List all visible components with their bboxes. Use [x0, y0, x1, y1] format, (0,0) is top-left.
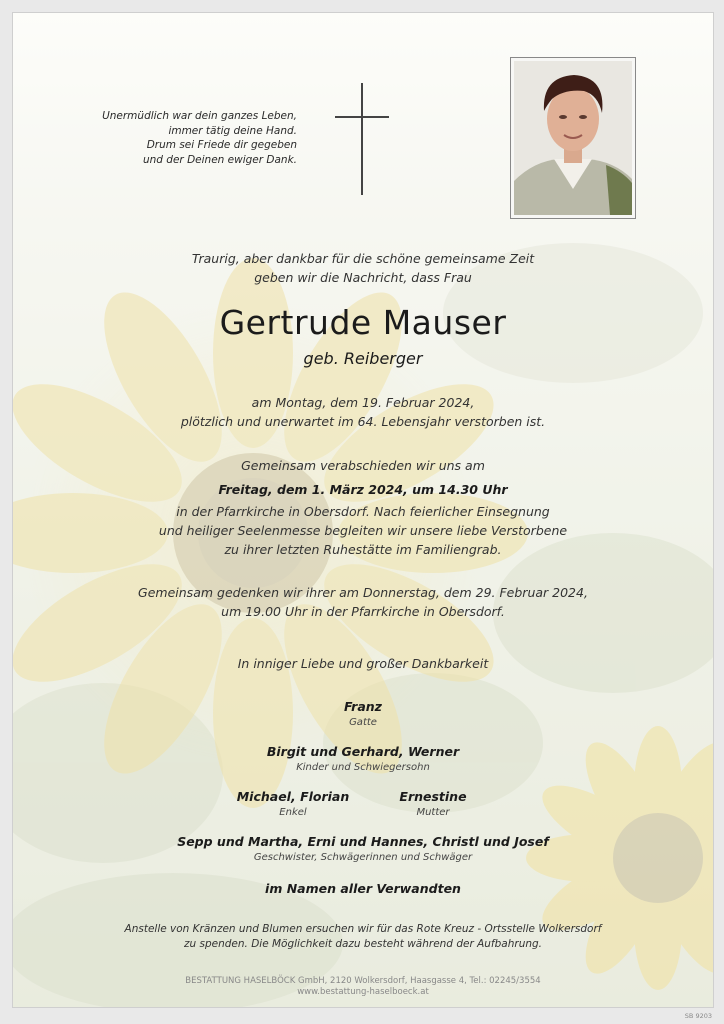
donation-note-line: Anstelle von Kränzen und Blumen ersuchen wir für das Rote Kreuz - Ortsstelle Wolkersdorf: [124, 923, 602, 935]
poem: [67, 109, 297, 167]
family-names: Sepp und Martha, Erni und Hannes, Christl und Josef: [177, 834, 549, 849]
poem-line: immer tätig deine Hand.: [168, 124, 297, 137]
parte-sheet: [12, 12, 714, 1008]
farewell-text: [13, 456, 713, 559]
farewell-lead: Gemeinsam verabschieden wir uns am: [241, 458, 485, 473]
document-code: SB 9203: [684, 1012, 712, 1020]
family-role: Enkel: [279, 807, 307, 818]
family-role: Geschwister, Schwägerinnen und Schwäger: [253, 852, 473, 863]
death-notice-line: am Montag, dem 19. Februar 2024,: [251, 395, 475, 410]
death-notice-line: plötzlich und unerwartet im 64. Lebensjahr verstorben ist.: [180, 414, 546, 429]
farewell-line: zu ihrer letzten Ruhestätte im Familiengrab.: [224, 542, 502, 557]
donation-note: [13, 922, 713, 952]
donation-note-line: zu spenden. Die Möglichkeit dazu besteht während der Aufbahrung.: [183, 938, 543, 950]
family-names: Michael, Florian: [236, 789, 350, 804]
farewell-line: und heiliger Seelenmesse begleiten wir unsere liebe Verstorbene: [158, 523, 568, 538]
family-names: Franz: [344, 699, 382, 714]
family-group: [13, 699, 713, 728]
portrait-image: [514, 61, 632, 215]
death-notice: [13, 393, 713, 431]
remembrance-line: um 19.00 Uhr in der Pfarrkirche in Obersdorf.: [221, 604, 505, 619]
intro-line: geben wir die Nachricht, dass Frau: [254, 270, 472, 285]
funeral-home-footer: [13, 976, 713, 998]
family-role: Gatte: [349, 717, 377, 728]
family-names: im Namen aller Verwandten: [265, 881, 461, 896]
family-names: Birgit und Gerhard, Werner: [266, 744, 460, 759]
family-group: [13, 834, 713, 863]
poem-line: Unermüdlich war dein ganzes Leben,: [102, 110, 297, 122]
footer-address: BESTATTUNG HASELBÖCK GmbH, 2120 Wolkersdorf, Haasgasse 4, Tel.: 02245/3554: [185, 976, 541, 986]
family-group: [13, 744, 713, 773]
funeral-date: Freitag, dem 1. März 2024, um 14.30 Uhr: [218, 482, 508, 497]
family-role: Kinder und Schwiegersohn: [296, 762, 430, 773]
maiden-name: geb. Reiberger: [303, 349, 423, 368]
poem-line: und der Deinen ewiger Dank.: [143, 153, 297, 166]
intro-line: Traurig, aber dankbar für die schöne gemeinsame Zeit: [191, 251, 535, 266]
family-group: [353, 789, 513, 818]
poem-line: Drum sei Friede dir gegeben: [146, 139, 297, 151]
intro-text: [13, 249, 713, 287]
farewell-line: in der Pfarrkirche in Obersdorf. Nach feierlicher Einsegnung: [176, 504, 550, 519]
love-line: In inniger Liebe und großer Dankbarkeit: [237, 656, 489, 671]
footer-website: www.bestattung-haselboeck.at: [297, 987, 429, 997]
family-group: [213, 789, 373, 818]
portrait-photo: [510, 57, 636, 219]
remembrance-line: Gemeinsam gedenken wir ihrer am Donnerstag, dem 29. Februar 2024,: [138, 585, 588, 600]
family-names: Ernestine: [399, 789, 467, 804]
deceased-name: Gertrude Mauser: [219, 303, 507, 342]
family-role: Mutter: [416, 807, 450, 818]
family-group: [13, 881, 713, 896]
remembrance-text: [13, 583, 713, 621]
